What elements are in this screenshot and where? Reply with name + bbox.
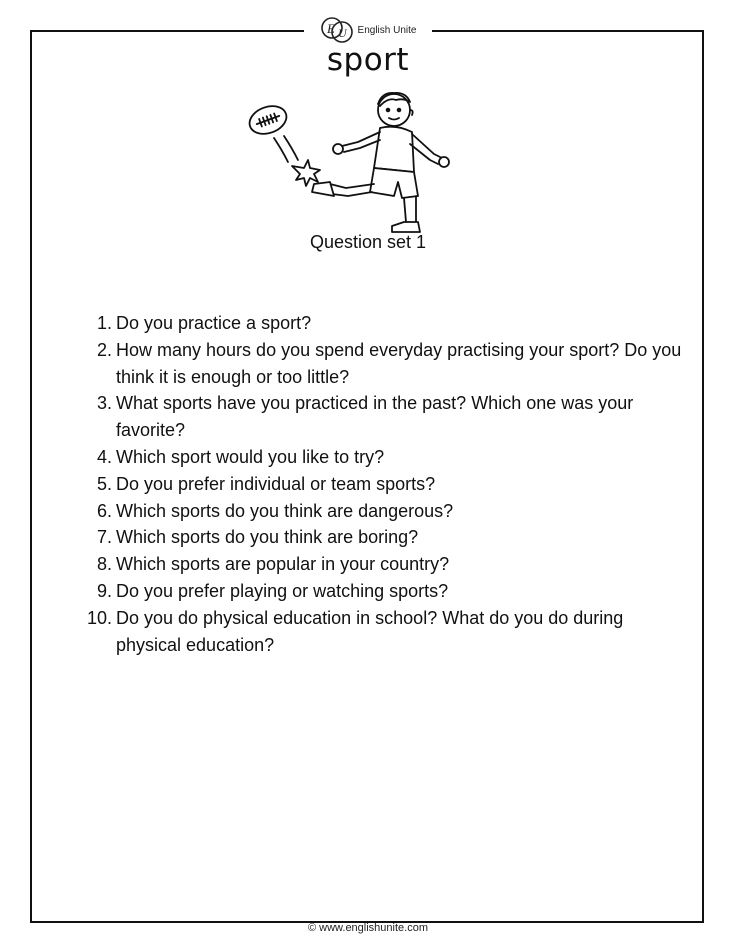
question-number: 6. — [96, 500, 112, 521]
question-number: 3. — [96, 393, 112, 414]
question-text: Do you prefer playing or watching sports? — [116, 580, 449, 601]
question-number: 2. — [96, 339, 112, 360]
question-item — [82, 471, 682, 498]
question-text: Which sports do you think are dangerous? — [116, 500, 454, 521]
question-item — [82, 498, 682, 525]
question-item — [82, 390, 682, 444]
question-item — [82, 605, 682, 659]
question-number: 8. — [96, 554, 112, 575]
question-number: 9. — [96, 580, 112, 601]
copyright-footer: © www.englishunite.com — [308, 922, 428, 934]
question-text: Which sports do you think are boring? — [116, 527, 419, 548]
question-item — [82, 578, 682, 605]
question-text: Do you do physical education in school? What do you do during physical education? — [116, 607, 624, 655]
question-item — [82, 551, 682, 578]
question-number: 7. — [96, 527, 112, 548]
question-text: Do you practice a sport? — [116, 313, 312, 333]
question-item — [82, 524, 682, 551]
worksheet-title: sport — [326, 42, 410, 78]
question-set-label: Question set 1 — [309, 232, 427, 252]
boy-kicking-football-illustration — [246, 88, 460, 238]
question-text: Which sports are popular in your country? — [116, 554, 450, 575]
svg-text:U: U — [337, 26, 347, 40]
english-unite-logo-icon — [320, 15, 354, 45]
question-item — [82, 337, 682, 391]
question-number: 4. — [96, 446, 112, 467]
question-number: 5. — [96, 473, 112, 494]
question-number: 1. — [96, 313, 112, 333]
brand-name: English Unite — [357, 24, 417, 36]
question-text: Do you prefer individual or team sports? — [116, 473, 436, 494]
question-text: What sports have you practiced in the past? Which one was your favorite? — [116, 393, 634, 441]
question-text: Which sport would you like to try? — [116, 446, 385, 467]
svg-text:E: E — [326, 21, 335, 36]
question-list — [82, 310, 682, 658]
question-item — [82, 444, 682, 471]
question-number: 10. — [86, 607, 112, 628]
question-text: How many hours do you spend everyday practising your sport? Do you think it is enough or too little? — [116, 339, 682, 387]
question-item — [82, 310, 682, 337]
